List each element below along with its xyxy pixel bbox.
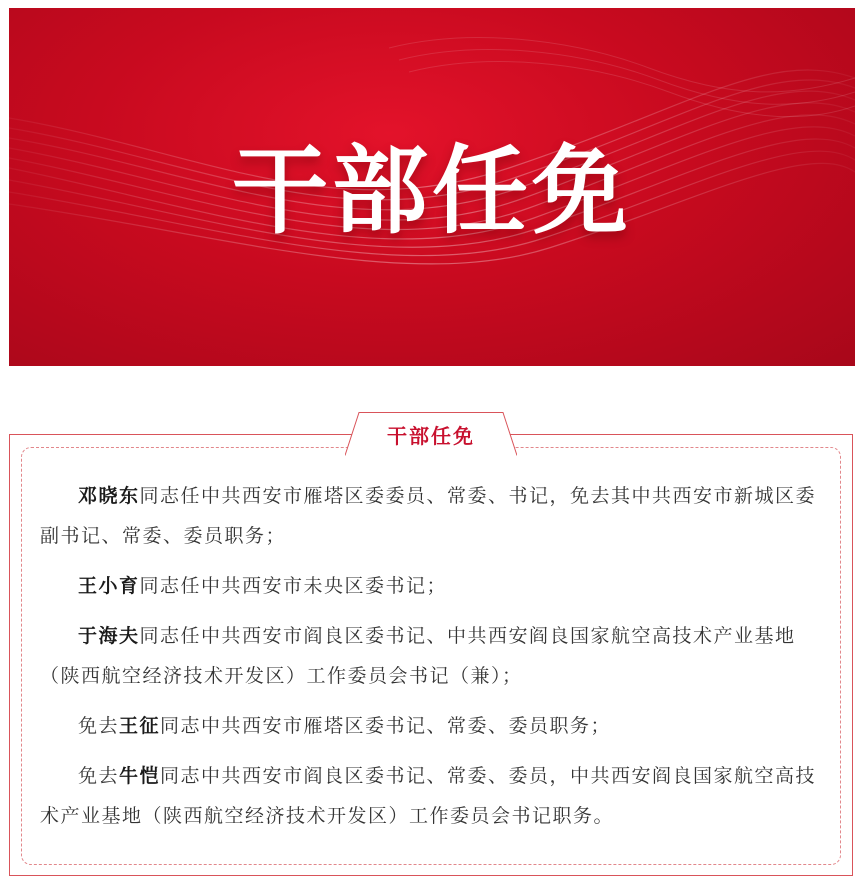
section-tab	[345, 412, 517, 456]
header-banner	[9, 8, 855, 366]
section-tab-label: 干部任免	[387, 424, 475, 448]
official-name: 于海夫	[78, 625, 140, 647]
official-name: 牛恺	[119, 765, 161, 787]
appointment-paragraph-2	[40, 566, 822, 606]
paragraph-text: 同志任中共西安市阎良区委书记、中共西安阎良国家航空高技术产业基地（陕西航空经济技术开发区）工作委员会书记（兼）；	[40, 625, 796, 687]
banner-title: 干部任免	[232, 135, 632, 247]
paragraph-text: 同志中共西安市阎良区委书记、常委、委员，中共西安阎良国家航空高技术产业基地（陕西航空经济技术开发区）工作委员会书记职务。	[40, 765, 817, 827]
official-name: 邓晓东	[78, 485, 140, 507]
removal-paragraph-1	[40, 706, 822, 746]
paragraph-prefix: 免去	[78, 765, 120, 787]
appointment-paragraph-3	[40, 616, 822, 696]
removal-paragraph-2	[40, 756, 822, 836]
appointment-paragraph-1	[40, 476, 822, 556]
appointments-content	[40, 476, 822, 846]
paragraph-text: 同志任中共西安市雁塔区委委员、常委、书记，免去其中共西安市新城区委副书记、常委、委员职务；	[40, 485, 817, 547]
paragraph-text: 同志中共西安市雁塔区委书记、常委、委员职务；	[160, 715, 612, 737]
paragraph-prefix: 免去	[78, 715, 120, 737]
official-name: 王小育	[78, 575, 140, 597]
paragraph-text: 同志任中共西安市未央区委书记；	[139, 575, 448, 597]
official-name: 王征	[119, 715, 161, 737]
